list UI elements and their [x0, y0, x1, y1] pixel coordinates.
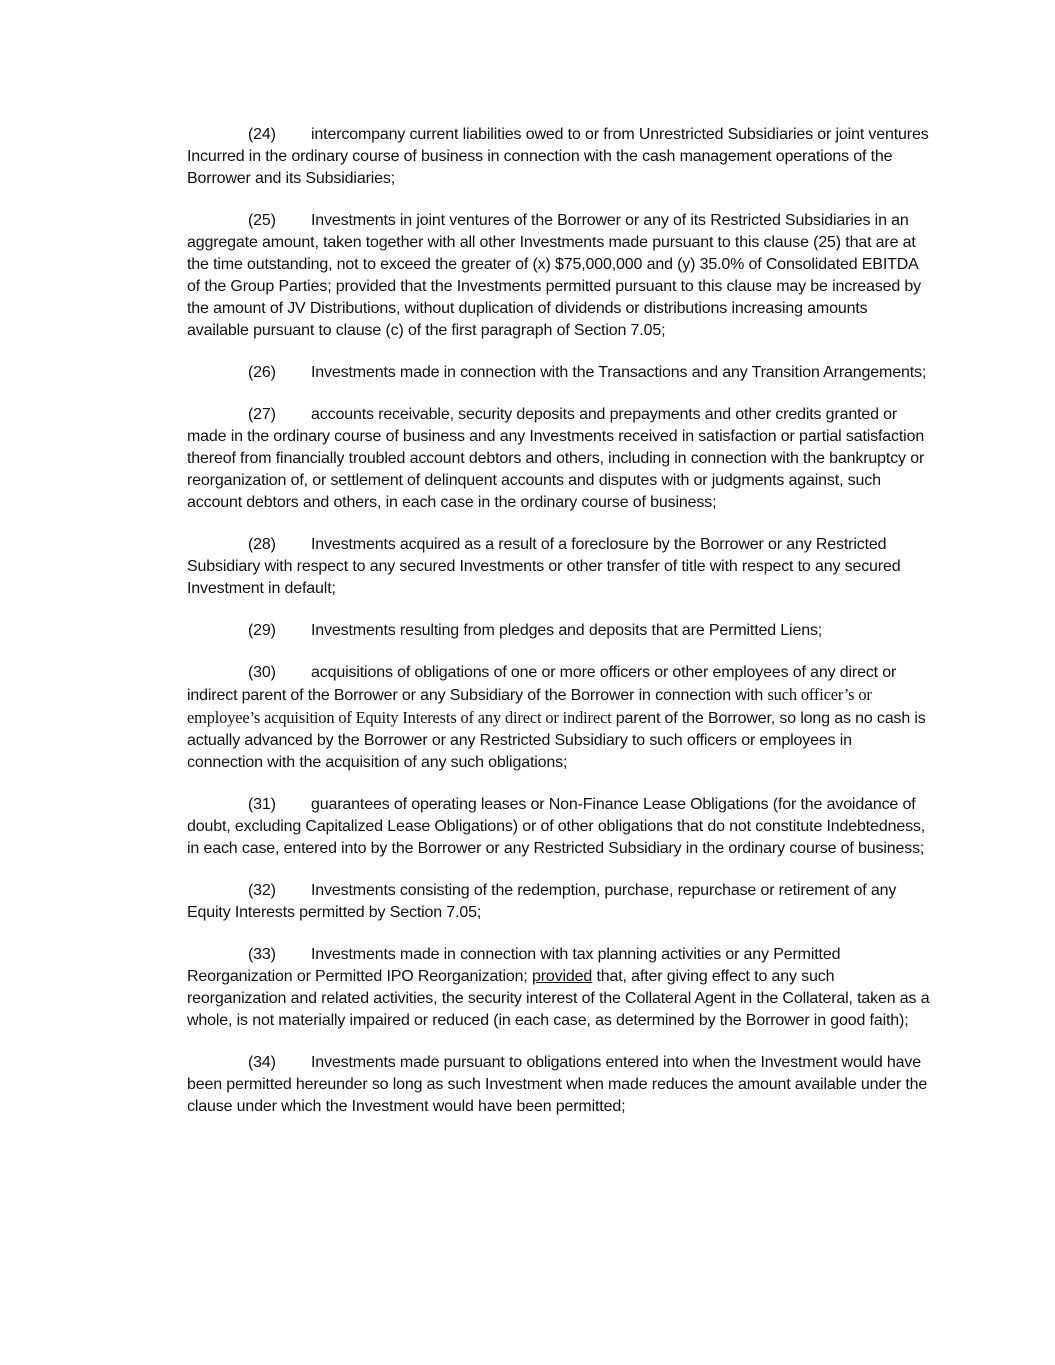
clause-number: (30)	[248, 664, 276, 681]
clause-text-serif: such officer’s or employee’s acquisition of Equity Interests of any direct or indirect	[187, 685, 872, 727]
clause-text: Investments made in connection with the Transactions and any Transition Arrangements;	[311, 364, 927, 381]
clause-text: Investments made in connection with tax planning activities or any Permitted Reorganization or Permitted IPO Reorganization;	[187, 946, 841, 985]
provided-underlined: provided	[531, 968, 593, 985]
clause-30	[187, 662, 932, 774]
clause-text: Investments acquired as a result of a foreclosure by the Borrower or any Restricted Subsidiary with respect to any secured Investments or other transfer of title with respect to any secured Investment in default;	[187, 536, 901, 597]
clause-number: (31)	[248, 796, 276, 813]
clause-number: (24)	[248, 126, 276, 143]
clause-33	[187, 944, 932, 1032]
clause-number: (34)	[248, 1054, 276, 1071]
clause-text: accounts receivable, security deposits and prepayments and other credits granted or made in the ordinary course of business and any Investments received in satisfaction or partial satisfaction thereof from financially troubled account debtors and others, including in connection with the bankruptcy or reorganization of, or settlement of delinquent accounts and disputes with or judgments against, such account debtors and others, in each case in the ordinary course of business;	[187, 406, 925, 511]
clause-text: guarantees of operating leases or Non-Finance Lease Obligations (for the avoidance of doubt, excluding Capitalized Lease Obligations) or of other obligations that do not constitute Indebtedness, in each case, entered into by the Borrower or any Restricted Subsidiary in the ordinary course of business;	[187, 796, 926, 857]
clause-number: (28)	[248, 536, 276, 553]
clause-text: acquisitions of obligations of one or more officers or other employees of any direct or indirect parent of the Borrower or any Subsidiary of the Borrower in connection with	[187, 664, 897, 704]
clause-number: (27)	[248, 406, 276, 423]
clause-26	[187, 362, 932, 384]
clause-27	[187, 404, 932, 514]
clause-24	[187, 124, 932, 190]
clause-text: intercompany current liabilities owed to or from Unrestricted Subsidiaries or joint ventures Incurred in the ordinary course of business in connection with the cash management operations of the Borrower and its Subsidiaries;	[187, 126, 929, 187]
clause-text: Investments in joint ventures of the Borrower or any of its Restricted Subsidiaries in an aggregate amount, taken together with all other Investments made pursuant to this clause (25) that are at the time outstanding, not to exceed the greater of (x) $75,000,000 and (y) 35.0% of Consolidated EBITDA of the Group Parties; provided that the Investments permitted pursuant to this clause may be increased by the amount of JV Distributions, without duplication of dividends or distributions increasing amounts available pursuant to clause (c) of the first paragraph of Section 7.05;	[187, 212, 921, 339]
clause-number: (29)	[248, 622, 276, 639]
clause-25	[187, 210, 932, 342]
clause-text-cont: that, after giving effect to any such reorganization and related activities, the security interest of the Collateral Agent in the Collateral, taken as a whole, is not materially impaired or reduced (in each case, as determined by the Borrower in good faith);	[187, 968, 930, 1029]
clause-32	[187, 880, 932, 924]
clause-text: Investments consisting of the redemption, purchase, repurchase or retirement of any Equity Interests permitted by Section 7.05;	[187, 882, 897, 921]
clause-number: (32)	[248, 882, 276, 899]
clause-29	[187, 620, 932, 642]
clause-text: Investments resulting from pledges and deposits that are Permitted Liens;	[311, 622, 823, 639]
clause-number: (25)	[248, 212, 276, 229]
clause-number: (33)	[248, 946, 276, 963]
document-body	[187, 124, 932, 1138]
clause-31	[187, 794, 932, 860]
clause-text: Investments made pursuant to obligations entered into when the Investment would have been permitted hereunder so long as such Investment when made reduces the amount available under the clause under which the Investment would have been permitted;	[187, 1054, 928, 1115]
clause-text-cont: parent of the Borrower, so long as no cash is actually advanced by the Borrower or any Restricted Subsidiary to such officers or employees in connection with the acquisition of any such obligations;	[187, 710, 926, 771]
clause-34	[187, 1052, 932, 1118]
clause-number: (26)	[248, 364, 276, 381]
clause-28	[187, 534, 932, 600]
